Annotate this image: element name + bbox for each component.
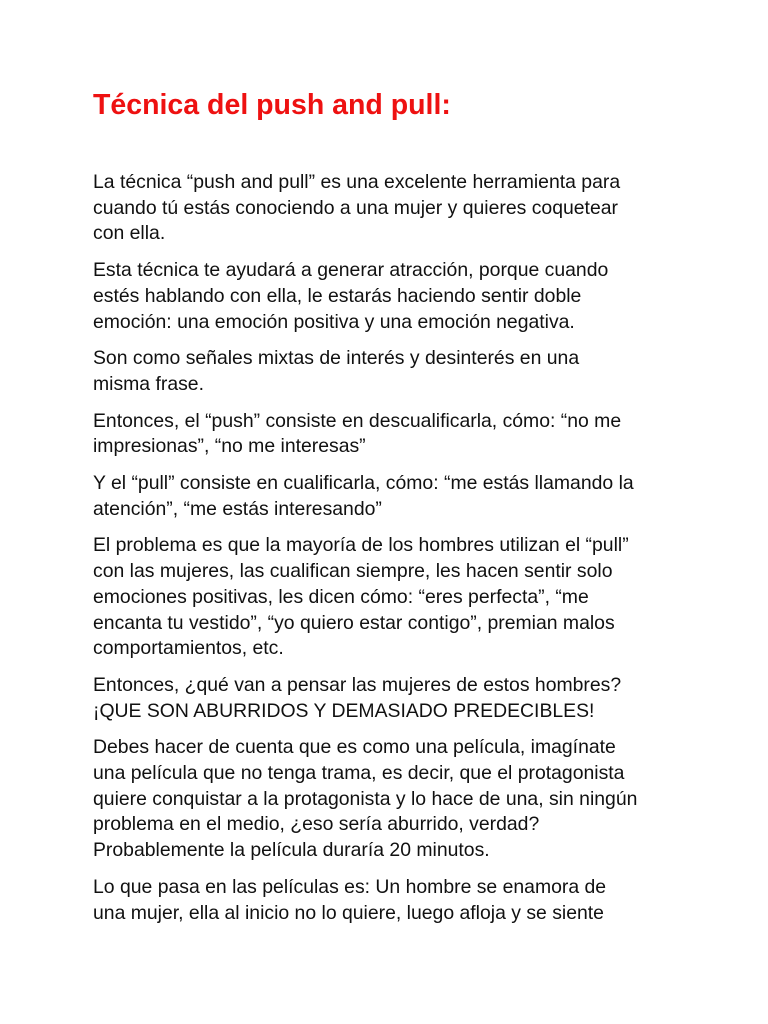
paragraph: Lo que pasa en las películas es: Un hombre se enamora de una mujer, ella al inicio no lo quiere, luego afloja y se siente	[93, 875, 607, 924]
document-body	[93, 170, 693, 937]
paragraph: Esta técnica te ayudará a generar atracción, porque cuando estés hablando con ella, le estarás haciendo sentir doble emoción: una emoción positiva y una emoción negativa.	[93, 259, 609, 333]
page-title: Técnica del push and pull:	[93, 89, 451, 121]
paragraph: Y el “pull” consiste en cualificarla, cómo: “me estás llamando la atención”, “me estás interesando”	[93, 472, 634, 520]
paragraph: El problema es que la mayoría de los hombres utilizan el “pull” con las mujeres, las cualifican siempre, les hacen sentir solo emociones positivas, les dicen cómo: “eres perfecta”, “me encanta tu vestido”, “yo quiero estar contigo”, premian malos comportamientos, etc.	[93, 534, 629, 660]
paragraph: Entonces, ¿qué van a pensar las mujeres de estos hombres? ¡QUE SON ABURRIDOS Y DEMASIADO PREDECIBLES!	[93, 673, 622, 722]
paragraph: Son como señales mixtas de interés y desinterés en una misma frase.	[93, 347, 580, 395]
paragraph: La técnica “push and pull” es una excelente herramienta para cuando tú estás conociendo a una mujer y quieres coquetear con ella.	[93, 171, 621, 245]
paragraph: Debes hacer de cuenta que es como una película, imagínate una película que no tenga trama, es decir, que el protagonista quiere conquistar a la protagonista y lo hace de una, sin ningún problema en el medio, ¿eso sería aburrido, verdad? Probablemente la película duraría 20 minutos.	[93, 736, 638, 862]
paragraph: Entonces, el “push” consiste en descualificarla, cómo: “no me impresionas”, “no me interesas”	[93, 409, 622, 458]
